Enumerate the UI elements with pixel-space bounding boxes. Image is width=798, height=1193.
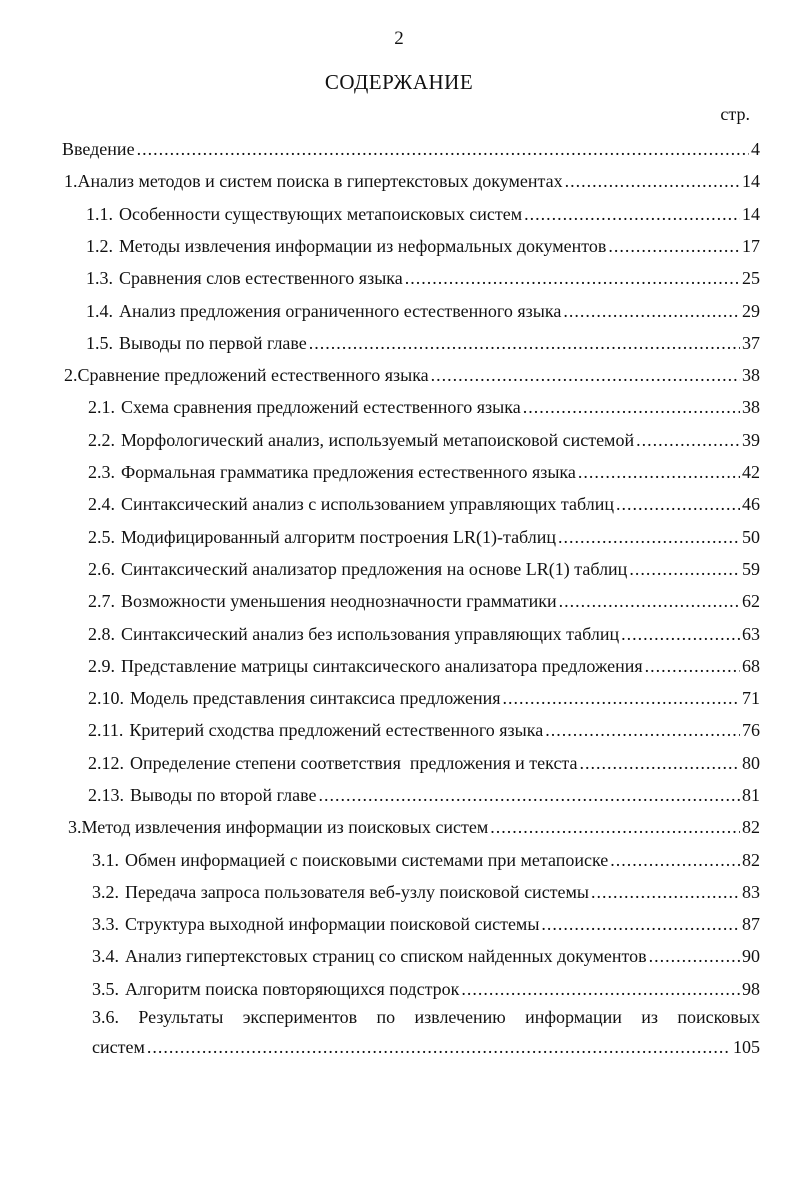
toc-entry-number: 2.3.: [88, 462, 115, 482]
dot-leader: [578, 461, 740, 483]
toc-entry[interactable]: [0, 843, 798, 871]
toc-entry-page: 68: [742, 656, 760, 676]
toc-entry-page: 59: [742, 559, 760, 579]
toc-entry-page: 82: [742, 850, 760, 870]
toc-entry-page: 98: [742, 979, 760, 999]
toc-entry-number: 2.11.: [88, 720, 124, 740]
toc-entry-number: 1.5.: [86, 333, 113, 353]
toc-entry[interactable]: [0, 132, 798, 160]
toc-entry-page: 87: [742, 914, 760, 934]
toc-entry[interactable]: [0, 455, 798, 483]
toc-entry-title: Сравнение предложений естественного языка: [77, 365, 429, 385]
dot-leader: [309, 332, 740, 354]
toc-entry-page: 71: [742, 688, 760, 708]
toc-entry[interactable]: [0, 713, 798, 741]
toc-entry-title: Введение: [62, 139, 135, 159]
toc-entry-title: систем: [92, 1037, 145, 1057]
toc-entry-title: Метод извлечения информации из поисковых систем: [81, 817, 489, 837]
toc-entry[interactable]: [0, 326, 798, 354]
toc-entry-page: 81: [742, 785, 760, 805]
toc-entry-page: 83: [742, 882, 760, 902]
toc-entry-title: Модифицированный алгоритм построения LR(1)-таблиц: [121, 527, 557, 547]
toc-entry-number: 1.4.: [86, 301, 113, 321]
dot-leader: [524, 203, 740, 225]
toc-entry-page: 17: [742, 236, 760, 256]
dot-leader: [503, 687, 740, 709]
dot-leader: [559, 590, 740, 612]
toc-entry[interactable]: [0, 261, 798, 289]
toc-entry-page: 25: [742, 268, 760, 288]
toc-entry-page: 14: [742, 204, 760, 224]
toc-entry-title: Морфологический анализ, используемый метапоисковой системой: [121, 430, 635, 450]
toc-entry-title: Анализ предложения ограниченного естественного языка: [119, 301, 562, 321]
toc-entry[interactable]: [0, 810, 798, 838]
dot-leader: [461, 978, 740, 1000]
toc-entry-title: Выводы по первой главе: [119, 333, 307, 353]
toc-entry[interactable]: [0, 907, 798, 935]
toc-entry-number: 2.8.: [88, 624, 115, 644]
toc-entry[interactable]: [0, 164, 798, 192]
dot-leader: [137, 138, 749, 160]
toc-entry[interactable]: [0, 229, 798, 257]
dot-leader: [608, 235, 740, 257]
toc-entry-page: 82: [742, 817, 760, 837]
toc-entry-page: 46: [742, 494, 760, 514]
dot-leader: [318, 784, 740, 806]
dot-leader: [591, 881, 740, 903]
toc-entry-title: Схема сравнения предложений естественного языка: [121, 397, 521, 417]
toc-entry-title: Выводы по второй главе: [130, 785, 317, 805]
toc-entry-page: 105: [733, 1037, 760, 1057]
toc-entry[interactable]: [0, 681, 798, 709]
toc-entry-number: 1.: [64, 171, 78, 191]
toc-entry-page: 50: [742, 527, 760, 547]
page-number: 2: [394, 28, 404, 49]
dot-leader: [523, 396, 740, 418]
toc-entry-number: 3.: [68, 817, 82, 837]
toc-entry-title: Анализ методов и систем поиска в гипертекстовых документах: [77, 171, 563, 191]
toc-entry[interactable]: [0, 520, 798, 548]
toc-entry[interactable]: [0, 746, 798, 774]
toc-entry-number: 2.2.: [88, 430, 115, 450]
toc-entry[interactable]: [0, 358, 798, 386]
toc-entry-page: 76: [742, 720, 760, 740]
toc-entry[interactable]: [0, 875, 798, 903]
dot-leader: [645, 655, 740, 677]
page-column-label: стр.: [720, 104, 750, 124]
toc-entry-number: 2.10.: [88, 688, 124, 708]
toc-entry-title: Алгоритм поиска повторяющихся подстрок: [125, 979, 460, 999]
toc-entry-page: 39: [742, 430, 760, 450]
toc-entry-number: 1.3.: [86, 268, 113, 288]
toc-entry[interactable]: [0, 487, 798, 515]
toc-entry-page: 63: [742, 624, 760, 644]
toc-entry-number: 2.: [64, 365, 78, 385]
toc-entry[interactable]: [0, 939, 798, 967]
dot-leader: [636, 429, 740, 451]
dot-leader: [563, 300, 740, 322]
page-title: СОДЕРЖАНИЕ: [324, 70, 474, 94]
toc-entry-number: 3.3.: [92, 914, 119, 934]
toc-entry-page: 37: [742, 333, 760, 353]
toc-entry-number: 1.1.: [86, 204, 113, 224]
toc-entry-title: Особенности существующих метапоисковых систем: [119, 204, 523, 224]
toc-entry-title: Модель представления синтаксиса предложения: [130, 688, 501, 708]
toc-entry-title: Определение степени соответствия предложения и текста: [130, 753, 578, 773]
toc-entry-title: Методы извлечения информации из неформальных документов: [119, 236, 607, 256]
dot-leader: [558, 526, 740, 548]
toc-entry-3-6-line2[interactable]: [0, 1030, 798, 1058]
toc-entry-title: Сравнения слов естественного языка: [119, 268, 403, 288]
toc-entry-title: Анализ гипертекстовых страниц со списком найденных документов: [125, 946, 647, 966]
toc-entry-number: 3.1.: [92, 850, 119, 870]
toc-entry-number: 3.5.: [92, 979, 119, 999]
toc-entry-title: Критерий сходства предложений естественного языка: [129, 720, 544, 740]
toc-entry[interactable]: [0, 390, 798, 418]
dot-leader: [629, 558, 740, 580]
toc-entry[interactable]: [0, 584, 798, 612]
toc-entry-title: Представление матрицы синтаксического анализатора предложения: [121, 656, 643, 676]
toc-entry-page: 14: [742, 171, 760, 191]
toc-entry-3-6-line1[interactable]: [92, 1006, 760, 1028]
toc-entry-page: 90: [742, 946, 760, 966]
dot-leader: [610, 849, 740, 871]
toc-entry-page: 38: [742, 397, 760, 417]
toc-entry-title: Структура выходной информации поисковой системы: [125, 914, 540, 934]
toc-entry-number: 2.7.: [88, 591, 115, 611]
toc-entry-number: 2.5.: [88, 527, 115, 547]
toc-entry[interactable]: [0, 552, 798, 580]
dot-leader: [580, 752, 740, 774]
toc-entry-page: 42: [742, 462, 760, 482]
dot-leader: [147, 1036, 731, 1058]
toc-entry-page: 62: [742, 591, 760, 611]
toc-entry-number: 2.4.: [88, 494, 115, 514]
toc-entry[interactable]: [0, 972, 798, 1000]
toc-entry-page: 4: [751, 139, 760, 159]
toc-entry-title: Формальная грамматика предложения естественного языка: [121, 462, 576, 482]
toc-entry-title: Синтаксический анализ с использованием управляющих таблиц: [121, 494, 614, 514]
toc-entry-number: 2.6.: [88, 559, 115, 579]
toc-entry-number: 2.1.: [88, 397, 115, 417]
dot-leader: [490, 816, 740, 838]
toc-entry-number: 3.4.: [92, 946, 119, 966]
toc-entry-title: Возможности уменьшения неоднозначности грамматики: [121, 591, 557, 611]
dot-leader: [541, 913, 740, 935]
toc-entry-number: 2.13.: [88, 785, 124, 805]
dot-leader: [405, 267, 740, 289]
toc-entry[interactable]: [0, 778, 798, 806]
toc-entry-number: 2.12.: [88, 753, 124, 773]
dot-leader: [616, 493, 740, 515]
dot-leader: [649, 945, 740, 967]
toc-entry-title: Обмен информацией с поисковыми системами при метапоиске: [125, 850, 609, 870]
toc-entry-number: 1.2.: [86, 236, 113, 256]
toc-entry-number: 3.2.: [92, 882, 119, 902]
toc-entry[interactable]: [0, 649, 798, 677]
toc-entry[interactable]: [0, 197, 798, 225]
toc-entry-number: 2.9.: [88, 656, 115, 676]
toc-entry-title: Синтаксический анализ без использования управляющих таблиц: [121, 624, 620, 644]
toc-entry-page: 29: [742, 301, 760, 321]
toc-entry-page: 80: [742, 753, 760, 773]
toc-entry-title: Результаты экспериментов по извлечению информации из поисковых: [138, 1007, 761, 1027]
toc-entry-title: Синтаксический анализатор предложения на основе LR(1) таблиц: [121, 559, 628, 579]
dot-leader: [431, 364, 740, 386]
toc-entry[interactable]: [0, 294, 798, 322]
toc-entry[interactable]: [0, 617, 798, 645]
dot-leader: [565, 170, 740, 192]
toc-entry[interactable]: [0, 423, 798, 451]
toc-entry-title: Передача запроса пользователя веб-узлу поисковой системы: [125, 882, 590, 902]
toc-entry-number: 3.6.: [92, 1007, 119, 1027]
dot-leader: [621, 623, 740, 645]
toc-entry-page: 38: [742, 365, 760, 385]
dot-leader: [545, 719, 740, 741]
